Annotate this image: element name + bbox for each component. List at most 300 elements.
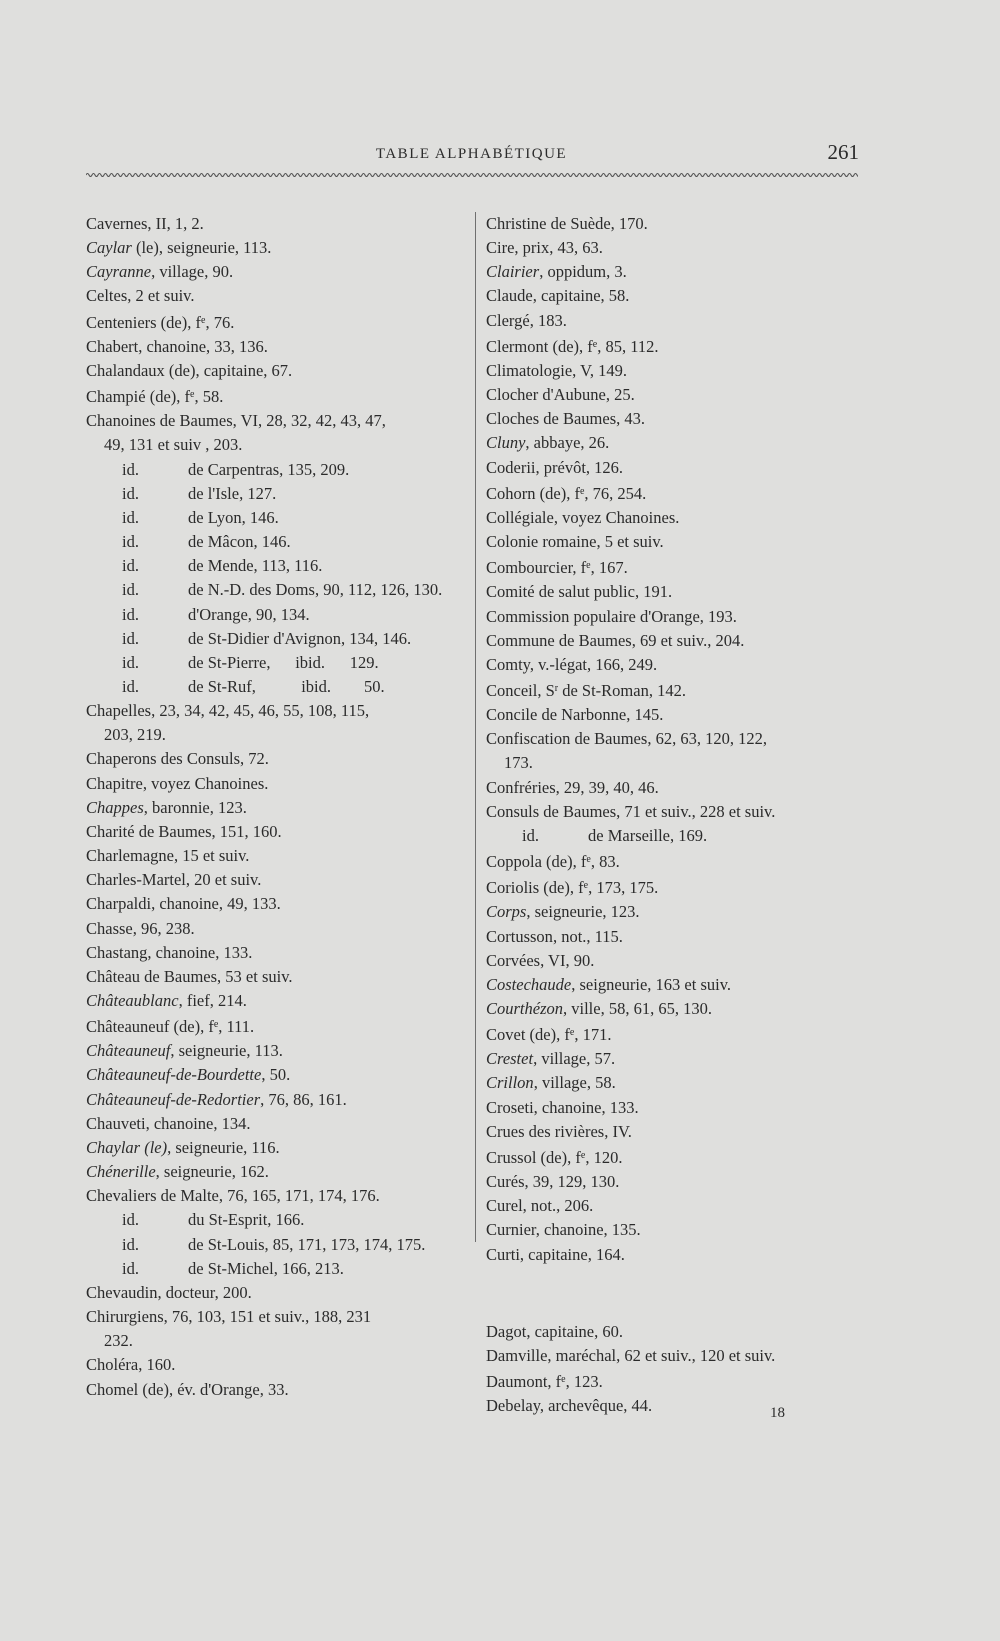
entry-references: de St-Pierre, ibid. 129.: [188, 652, 379, 672]
entry-references: , 15 et suiv.: [173, 846, 250, 866]
entry-references: , 76, 103, 151 et suiv., 188, 231: [163, 1307, 372, 1327]
entry-heading: Clairier: [486, 262, 540, 282]
entry-references: , archevêque, 44.: [539, 1396, 653, 1416]
entry-references: de l'Isle, 127.: [188, 483, 277, 503]
index-entry: [486, 333, 846, 359]
entry-references: , 160.: [138, 1355, 176, 1375]
entry-heading: Châteaublanc: [86, 991, 179, 1010]
index-entry: [86, 796, 446, 820]
entry-idem: id.: [122, 676, 139, 696]
entry-references: , 58.: [194, 387, 224, 407]
index-entry: [486, 751, 846, 775]
entry-references: de Mende, 113, 116.: [188, 556, 323, 576]
index-entry: [486, 407, 846, 431]
entry-heading: Christine de Suède: [486, 214, 611, 233]
index-entry: [486, 824, 846, 848]
index-entry: [486, 800, 846, 824]
entry-references: , 53 et suiv.: [217, 966, 293, 986]
index-entry: [86, 1257, 446, 1281]
running-title: TABLE ALPHABÉTIQUE: [375, 146, 568, 162]
index-entry: [86, 627, 446, 651]
page-number: 261: [827, 140, 859, 164]
entry-references: de St-Roman, 142.: [558, 680, 686, 700]
index-entry: [86, 284, 446, 308]
entry-idem: id.: [122, 628, 139, 648]
entry-references: , chanoine, 134.: [145, 1113, 251, 1133]
index-entry: [486, 973, 846, 997]
entry-references: , chanoine, 133.: [147, 942, 253, 962]
entry-references: , 96, 238.: [132, 918, 195, 938]
index-entry: [486, 900, 846, 924]
entry-heading: Charlemagne: [86, 846, 174, 866]
entry-references: , 20 et suiv.: [185, 870, 262, 890]
index-entry: [86, 1305, 446, 1329]
index-entry: [486, 727, 846, 751]
entry-references: , V, 149.: [572, 360, 628, 380]
index-entry: [486, 383, 846, 407]
index-entry: [486, 848, 846, 874]
entry-heading: Chasse: [86, 918, 133, 938]
entry-heading: Conceil, S: [486, 680, 555, 700]
index-entry: [486, 1194, 846, 1218]
entry-references: , 167.: [590, 558, 628, 578]
index-entry: [86, 1160, 446, 1184]
entry-references: , 76, 165, 171, 174, 176.: [218, 1186, 380, 1206]
entry-heading: Cayranne: [86, 262, 152, 282]
entry-references: , village, 90.: [151, 262, 234, 282]
entry-references: , prix, 43, 63.: [514, 238, 603, 258]
entry-heading: Choléra: [86, 1355, 139, 1375]
entry-heading: Châteauneuf-de-Bourdette: [86, 1065, 262, 1085]
index-entry: [86, 917, 446, 941]
index-entry: [86, 458, 446, 482]
entry-references: , 25.: [605, 385, 635, 405]
entry-references: de St-Michel, 166, 213.: [188, 1258, 344, 1278]
entry-heading: Costechaude: [486, 974, 572, 994]
index-entry: [486, 309, 846, 333]
index-entry: [486, 431, 846, 455]
entry-heading: Confréries: [486, 777, 556, 797]
entry-references: , capitaine, 164.: [519, 1244, 625, 1264]
entry-heading: Châteauneuf-de-Redortier: [86, 1089, 261, 1109]
entry-references: de Lyon, 146.: [188, 507, 279, 527]
entry-continuation: 203, 219.: [104, 725, 166, 745]
entry-references: , 191.: [634, 582, 673, 602]
entry-superscript: e: [213, 1019, 219, 1031]
entry-continuation: 232.: [104, 1331, 133, 1351]
index-entry: [86, 844, 446, 868]
entry-references: , seigneurie, 162.: [155, 1162, 269, 1182]
index-entry: [86, 868, 446, 892]
entry-idem: id.: [122, 652, 139, 672]
index-entry: [486, 1047, 846, 1071]
entry-heading: Commission populaire d'Orange: [486, 606, 700, 626]
entry-heading: Coderii: [486, 457, 536, 477]
entry-idem: id.: [122, 1234, 139, 1254]
entry-references: , chanoine, 133.: [533, 1097, 639, 1117]
entry-references: , seigneurie, 123.: [526, 902, 640, 922]
index-entry: [486, 629, 846, 653]
entry-heading: Caylar: [86, 238, 132, 258]
entry-references: , capitaine, 60.: [526, 1321, 623, 1341]
entry-idem: id.: [122, 507, 139, 527]
entry-heading: Clergé: [486, 310, 530, 330]
index-entry: [86, 820, 446, 844]
entry-heading: Chapitre: [86, 773, 143, 793]
index-entry: [486, 456, 846, 480]
index-entry: [86, 1039, 446, 1063]
entry-references: de Carpentras, 135, 209.: [188, 459, 350, 479]
entry-references: , chanoine, 49, 133.: [151, 894, 281, 914]
index-entry: [86, 506, 446, 530]
index-entry: [86, 1112, 446, 1136]
page-header: [86, 140, 857, 170]
entry-references: , oppidum, 3.: [539, 262, 627, 282]
entry-heading: Coppola (de), f: [486, 852, 587, 872]
entry-references: , voyez Chanoines.: [142, 773, 269, 793]
index-entry: [86, 892, 446, 916]
entry-references: , 170.: [610, 214, 648, 233]
entry-heading: Champié (de), f: [86, 387, 191, 407]
index-entry: [86, 941, 446, 965]
entry-references: , 76.: [205, 312, 235, 332]
entry-idem: id.: [122, 556, 139, 576]
index-entry: [86, 1378, 446, 1402]
entry-heading: Damville: [486, 1345, 548, 1365]
index-entry: [86, 433, 446, 457]
entry-superscript: e: [561, 1374, 566, 1386]
entry-references: , not., 206.: [522, 1196, 594, 1216]
entry-references: , 69 et suiv., 204.: [631, 630, 745, 650]
index-column-left: [86, 212, 446, 1402]
entry-heading: Corvées: [486, 950, 541, 970]
entry-references: , 83.: [590, 852, 620, 872]
entry-references: , 29, 39, 40, 46.: [555, 777, 659, 797]
entry-heading: Chanoines de Baumes: [86, 411, 233, 431]
entry-heading: Curti: [486, 1244, 520, 1264]
entry-references: de Mâcon, 146.: [188, 532, 291, 552]
index-entry: [486, 925, 846, 949]
index-entry: [486, 530, 846, 554]
entry-heading: Châteauneuf: [86, 1041, 171, 1061]
index-entry: [486, 1394, 846, 1418]
entry-heading: Covet (de), f: [486, 1025, 570, 1045]
entry-references: , VI, 28, 32, 42, 43, 47,: [232, 411, 386, 431]
entry-superscript: e: [586, 854, 591, 866]
entry-idem: id.: [122, 1210, 139, 1230]
entry-heading: Chevaudin: [86, 1282, 158, 1302]
index-entry: [486, 776, 846, 800]
entry-references: , seigneurie, 116.: [167, 1137, 280, 1157]
entry-heading: Collégiale: [486, 507, 554, 527]
index-entry: [486, 284, 846, 308]
entry-superscript: e: [580, 1149, 586, 1161]
entry-heading: Debelay: [486, 1396, 540, 1416]
index-entry: [86, 772, 446, 796]
index-entry: [486, 703, 846, 727]
entry-references: , seigneurie, 163 et suiv.: [571, 974, 732, 994]
entry-superscript: e: [579, 485, 585, 497]
entry-heading: Chevaliers de Malte: [86, 1186, 219, 1206]
entry-heading: Chappes: [86, 797, 144, 817]
entry-references: (le), seigneurie, 113.: [131, 238, 272, 258]
entry-idem: id.: [122, 580, 139, 600]
entry-references: , 120.: [585, 1147, 623, 1167]
index-entry: [86, 1136, 446, 1160]
entry-heading: Château de Baumes: [86, 966, 218, 986]
entry-heading: Combourcier, f: [486, 558, 587, 578]
index-entry: [486, 874, 846, 900]
index-entry: [486, 605, 846, 629]
entry-heading: Curnier: [486, 1220, 536, 1240]
entry-superscript: e: [583, 880, 589, 892]
index-entry: [486, 1071, 846, 1095]
entry-heading: Crestet: [486, 1049, 534, 1069]
entry-heading: Curés: [486, 1172, 525, 1192]
entry-heading: Comty: [486, 654, 530, 674]
entry-heading: Coriolis (de), f: [486, 878, 584, 898]
entry-references: , not., 115.: [552, 926, 623, 946]
index-entry: [486, 1144, 846, 1170]
index-entry: [86, 1063, 446, 1087]
index-entry: [486, 260, 846, 284]
index-entry: [86, 1184, 446, 1208]
entry-idem: id.: [122, 459, 139, 479]
entry-heading: Cire: [486, 238, 515, 258]
entry-references: , 193.: [699, 606, 737, 626]
entry-heading: Chalandaux (de): [86, 360, 196, 380]
entry-idem: id.: [122, 483, 139, 503]
entry-superscript: e: [190, 389, 195, 401]
entry-references: , 171.: [574, 1025, 612, 1045]
index-entry: [486, 359, 846, 383]
index-entry: [86, 482, 446, 506]
entry-references: , 71 et suiv., 228 et suiv.: [616, 801, 776, 821]
entry-heading: Chauveti: [86, 1113, 146, 1133]
index-entry: [86, 409, 446, 433]
entry-heading: Consuls de Baumes: [486, 801, 617, 821]
entry-references: de St-Didier d'Avignon, 134, 146.: [188, 628, 412, 648]
entry-references: , seigneurie, 113.: [170, 1041, 283, 1061]
entry-heading: Crussol (de), f: [486, 1147, 581, 1167]
index-entry: [86, 1233, 446, 1257]
entry-heading: Daumont, f: [486, 1372, 562, 1392]
entry-references: , 23, 34, 42, 45, 46, 55, 108, 115,: [151, 701, 370, 721]
index-entry: [486, 480, 846, 506]
entry-references: , 76, 86, 161.: [260, 1089, 347, 1109]
index-entry: [486, 1243, 846, 1267]
entry-references: , prévôt, 126.: [535, 457, 624, 477]
entry-idem: id.: [522, 825, 539, 845]
index-entry: [86, 359, 446, 383]
entry-references: , II, 1, 2.: [147, 214, 204, 233]
entry-heading: Confiscation de Baumes: [486, 729, 648, 749]
entry-references: de St-Louis, 85, 171, 173, 174, 175.: [188, 1234, 426, 1254]
index-entry: [86, 651, 446, 675]
index-entry: [86, 260, 446, 284]
index-entry: [486, 554, 846, 580]
entry-references: , 2 et suiv.: [127, 286, 195, 306]
entry-references: de St-Ruf, ibid. 50.: [188, 676, 385, 696]
entry-references: , capitaine, 67.: [195, 360, 293, 380]
entry-heading: Chomel (de): [86, 1379, 169, 1399]
index-entry: [86, 1353, 446, 1377]
entry-idem: id.: [122, 1258, 139, 1278]
entry-heading: Chapelles: [86, 701, 152, 721]
entry-heading: Châteauneuf (de), f: [86, 1017, 214, 1037]
entry-heading: Commune de Baumes: [486, 630, 632, 650]
entry-idem: id.: [122, 532, 139, 552]
entry-references: , capitaine, 58.: [532, 286, 630, 306]
entry-heading: Cortusson: [486, 926, 553, 946]
entry-heading: Celtes: [86, 286, 128, 306]
entry-references: , abbaye, 26.: [525, 433, 610, 453]
entry-heading: Corps: [486, 902, 527, 922]
index-entry: [486, 997, 846, 1021]
entry-heading: Cavernes: [86, 214, 148, 233]
entry-heading: Charles-Martel: [86, 870, 186, 890]
entry-references: , 72.: [240, 749, 269, 769]
entry-superscript: e: [592, 338, 598, 350]
entry-heading: Chastang: [86, 942, 148, 962]
signature-mark: 18: [770, 1405, 785, 1421]
entry-continuation: 173.: [504, 753, 533, 773]
entry-heading: Cluny: [486, 433, 526, 453]
entry-heading: Claude: [486, 286, 533, 306]
entry-references: , 43.: [616, 409, 646, 429]
entry-heading: Courthézon: [486, 999, 564, 1018]
entry-references: , 5 et suiv.: [596, 532, 664, 552]
entry-references: du St-Esprit, 166.: [188, 1210, 305, 1230]
entry-references: de N.-D. des Doms, 90, 112, 126, 130.: [188, 580, 443, 600]
entry-heading: Crillon: [486, 1073, 534, 1093]
section-gap: [486, 1267, 846, 1320]
index-entry: [86, 236, 446, 260]
index-entry: [486, 580, 846, 604]
entry-heading: Colonie romaine: [486, 532, 597, 552]
entry-heading: Comité de salut public: [486, 582, 635, 602]
index-entry: [86, 530, 446, 554]
entry-references: , ville, 58, 61, 65, 130.: [563, 999, 712, 1018]
entry-references: , 111.: [218, 1017, 255, 1037]
index-entry: [86, 1013, 446, 1039]
entry-references: , 39, 129, 130.: [524, 1172, 620, 1192]
index-entry: [486, 1344, 846, 1368]
entry-continuation: 49, 131 et suiv , 203.: [104, 435, 243, 455]
index-entry: [486, 236, 846, 260]
entry-references: , docteur, 200.: [157, 1282, 252, 1302]
index-entry: [86, 699, 446, 723]
entry-superscript: e: [586, 560, 591, 572]
entry-references: , baronnie, 123.: [143, 797, 247, 817]
entry-references: , év. d'Orange, 33.: [168, 1379, 289, 1399]
entry-references: , IV.: [604, 1121, 632, 1141]
entry-references: , 173, 175.: [588, 878, 659, 898]
entry-heading: Curel: [486, 1196, 523, 1216]
column-divider: [475, 212, 476, 1242]
index-entry: [486, 212, 846, 236]
index-entry: [86, 603, 446, 627]
entry-heading: Concile de Narbonne: [486, 705, 627, 725]
index-entry: [486, 1120, 846, 1144]
entry-heading: Cloches de Baumes: [486, 409, 617, 429]
index-entry: [486, 1218, 846, 1242]
index-entry: [486, 1320, 846, 1344]
index-entry: [86, 335, 446, 359]
index-entry: [486, 949, 846, 973]
index-entry: [86, 1329, 446, 1353]
entry-references: , 50.: [261, 1065, 291, 1085]
index-entry: [86, 383, 446, 409]
entry-heading: Croseti: [486, 1097, 534, 1117]
entry-superscript: e: [569, 1027, 575, 1039]
entry-references: , village, 58.: [533, 1073, 616, 1093]
index-entry: [86, 965, 446, 989]
entry-references: , v.-légat, 166, 249.: [529, 654, 658, 674]
entry-superscript: e: [201, 314, 206, 326]
index-entry: [86, 747, 446, 771]
entry-heading: Chabert: [86, 336, 139, 356]
index-entry: [86, 1281, 446, 1305]
index-entry: [486, 506, 846, 530]
index-entry: [486, 677, 846, 703]
entry-references: d'Orange, 90, 134.: [188, 604, 310, 624]
index-entry: [486, 1170, 846, 1194]
entry-heading: Crues des rivières: [486, 1121, 605, 1141]
entry-references: , 76, 254.: [584, 483, 647, 503]
index-entry: [86, 989, 446, 1013]
index-entry: [86, 554, 446, 578]
index-entry: [486, 1096, 846, 1120]
index-entry: [86, 1208, 446, 1232]
index-entry: [486, 1368, 846, 1394]
entry-heading: Clocher d'Aubune: [486, 385, 606, 405]
index-entry: [86, 675, 446, 699]
entry-references: , VI, 90.: [540, 950, 595, 970]
entry-heading: Charité de Baumes: [86, 821, 212, 841]
entry-references: , chanoine, 135.: [535, 1220, 641, 1240]
index-entry: [86, 1088, 446, 1112]
entry-heading: Dagot: [486, 1321, 527, 1341]
index-entry: [86, 212, 446, 236]
index-entry: [86, 578, 446, 602]
entry-heading: Chirurgiens: [86, 1307, 164, 1327]
entry-references: , 62, 63, 120, 122,: [647, 729, 767, 749]
index-entry: [486, 1021, 846, 1047]
entry-heading: Chaylar (le): [86, 1137, 168, 1157]
entry-references: , 123.: [565, 1372, 603, 1392]
entry-references: , fief, 214.: [178, 991, 247, 1010]
entry-references: , voyez Chanoines.: [553, 507, 680, 527]
entry-references: , maréchal, 62 et suiv., 120 et suiv.: [547, 1345, 776, 1365]
entry-references: , village, 57.: [533, 1049, 616, 1069]
entry-heading: Chénerille: [86, 1162, 156, 1182]
entry-superscript: r: [554, 682, 559, 694]
entry-references: , chanoine, 33, 136.: [138, 336, 268, 356]
entry-references: , 151, 160.: [211, 821, 282, 841]
entry-idem: id.: [122, 604, 139, 624]
entry-references: , 145.: [626, 705, 664, 725]
index-entry: [86, 309, 446, 335]
entry-heading: Cohorn (de), f: [486, 483, 580, 503]
entry-heading: Chaperons des Consuls: [86, 749, 240, 769]
index-entry: [86, 723, 446, 747]
entry-heading: Charpaldi: [86, 894, 152, 914]
wavy-rule: [86, 171, 858, 179]
index-entry: [486, 653, 846, 677]
index-column-right: [486, 212, 846, 1418]
entry-references: , 85, 112.: [597, 336, 659, 356]
